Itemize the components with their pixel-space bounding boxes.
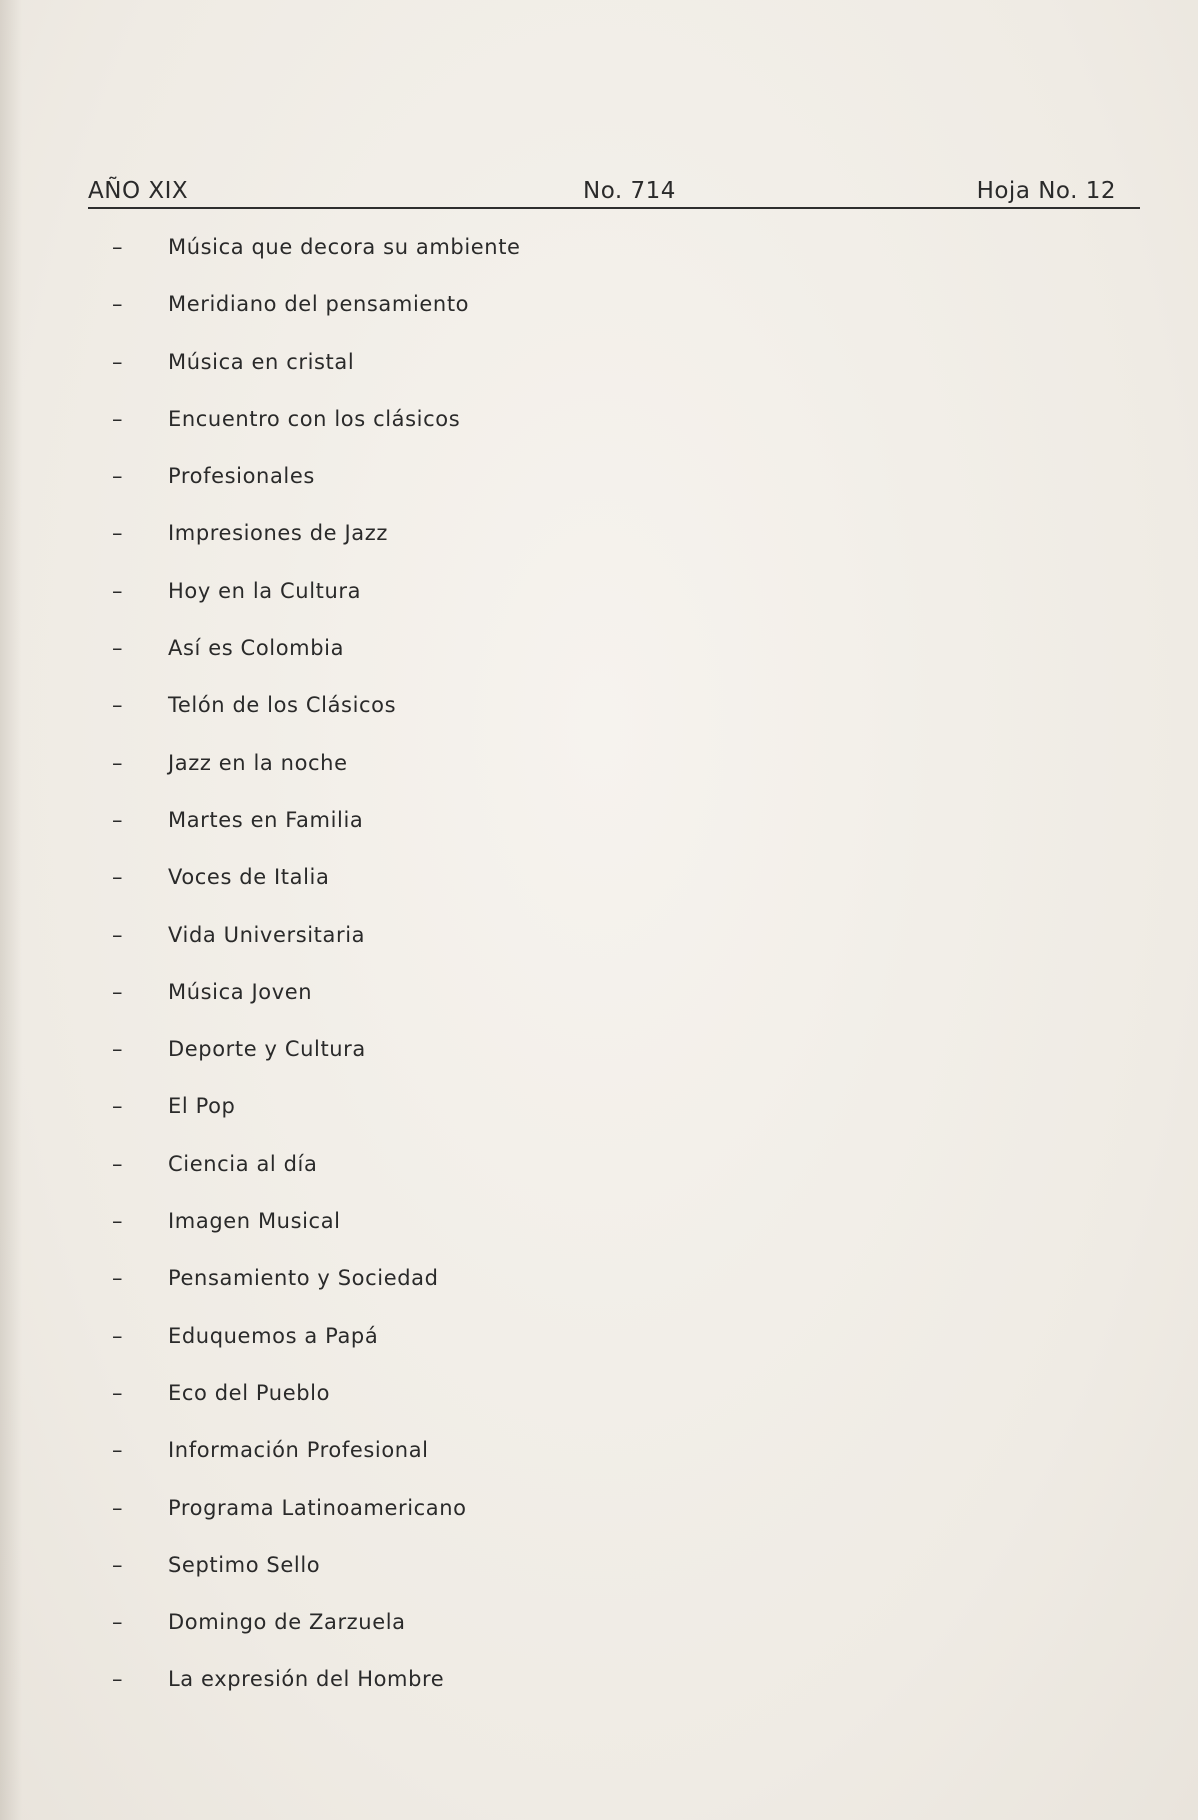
list-item: [112, 806, 521, 863]
list-item: [112, 691, 521, 748]
list-item: [112, 1207, 521, 1264]
list-item-label: Música Joven: [168, 979, 313, 1004]
list-item: [112, 1150, 521, 1207]
list-bullet: –: [112, 1380, 124, 1405]
list-item: [112, 290, 521, 347]
list-item-label: El Pop: [168, 1094, 236, 1119]
list-item-label: Música en cristal: [168, 349, 355, 374]
list-bullet: –: [112, 1438, 124, 1463]
list-item: [112, 1379, 521, 1436]
list-bullet: –: [112, 1209, 124, 1234]
list-bullet: –: [112, 235, 124, 259]
list-item-label: Encuentro con los clásicos: [168, 406, 461, 431]
page-header: [88, 176, 1140, 208]
list-item-label: Vida Universitaria: [168, 922, 366, 947]
header-year: AÑO XIX: [88, 178, 189, 204]
list-bullet: –: [112, 636, 124, 661]
list-item: [112, 863, 521, 920]
list-bullet: –: [112, 1610, 124, 1635]
list-bullet: –: [112, 693, 124, 718]
list-bullet: –: [112, 807, 124, 832]
list-item-label: Voces de Italia: [168, 865, 330, 890]
list-item: [112, 921, 521, 978]
list-bullet: –: [112, 406, 124, 431]
list-bullet: –: [112, 1151, 124, 1176]
header-number: No. 714: [583, 178, 676, 204]
list-item-label: Eco del Pueblo: [168, 1380, 331, 1405]
list-item: [112, 405, 521, 462]
list-bullet: –: [112, 1094, 124, 1119]
list-item: [112, 1035, 521, 1092]
list-item-label: La expresión del Hombre: [168, 1667, 445, 1692]
program-list: [112, 233, 521, 1723]
list-item: [112, 749, 521, 806]
list-item-label: Hoy en la Cultura: [168, 578, 362, 603]
list-item-label: Deporte y Cultura: [168, 1037, 366, 1062]
list-item: [112, 1322, 521, 1379]
list-item-label: Eduquemos a Papá: [168, 1323, 379, 1348]
list-item: [112, 1494, 521, 1551]
header-rule: [88, 207, 1140, 209]
list-item-label: Jazz en la noche: [168, 750, 348, 775]
list-item-label: Programa Latinoamericano: [168, 1495, 467, 1520]
list-item: [112, 519, 521, 576]
list-item: [112, 577, 521, 634]
list-item: [112, 1551, 521, 1608]
list-bullet: –: [112, 922, 124, 947]
list-bullet: –: [112, 578, 124, 603]
list-item-label: Martes en Familia: [168, 807, 364, 832]
list-bullet: –: [112, 464, 124, 489]
list-item: [112, 348, 521, 405]
list-bullet: –: [112, 1323, 124, 1348]
list-item-label: Imagen Musical: [168, 1209, 341, 1234]
list-item: [112, 978, 521, 1035]
list-item: [112, 1264, 521, 1321]
list-bullet: –: [112, 1037, 124, 1062]
list-item-label: Información Profesional: [168, 1438, 429, 1463]
header-sheet: Hoja No. 12: [976, 178, 1116, 204]
list-item-label: Telón de los Clásicos: [168, 693, 397, 718]
list-bullet: –: [112, 1667, 124, 1692]
list-item: [112, 1436, 521, 1493]
list-bullet: –: [112, 1266, 124, 1291]
list-bullet: –: [112, 349, 124, 374]
list-item-label: Meridiano del pensamiento: [168, 292, 470, 317]
list-bullet: –: [112, 292, 124, 317]
list-item: [112, 1665, 521, 1722]
list-bullet: –: [112, 521, 124, 546]
list-item-label: Impresiones de Jazz: [168, 521, 388, 546]
list-item: [112, 634, 521, 691]
list-bullet: –: [112, 1552, 124, 1577]
list-item-label: Profesionales: [168, 464, 315, 489]
list-item-label: Así es Colombia: [168, 636, 345, 661]
list-bullet: –: [112, 750, 124, 775]
list-item-label: Septimo Sello: [168, 1552, 321, 1577]
list-item-label: Domingo de Zarzuela: [168, 1610, 406, 1635]
list-bullet: –: [112, 1495, 124, 1520]
list-item-label: Música que decora su ambiente: [168, 235, 521, 259]
list-bullet: –: [112, 865, 124, 890]
list-item: [112, 1092, 521, 1149]
list-item: [112, 1608, 521, 1665]
list-item: [112, 233, 521, 290]
list-item-label: Ciencia al día: [168, 1151, 318, 1176]
list-bullet: –: [112, 979, 124, 1004]
list-item-label: Pensamiento y Sociedad: [168, 1266, 439, 1291]
list-item: [112, 462, 521, 519]
